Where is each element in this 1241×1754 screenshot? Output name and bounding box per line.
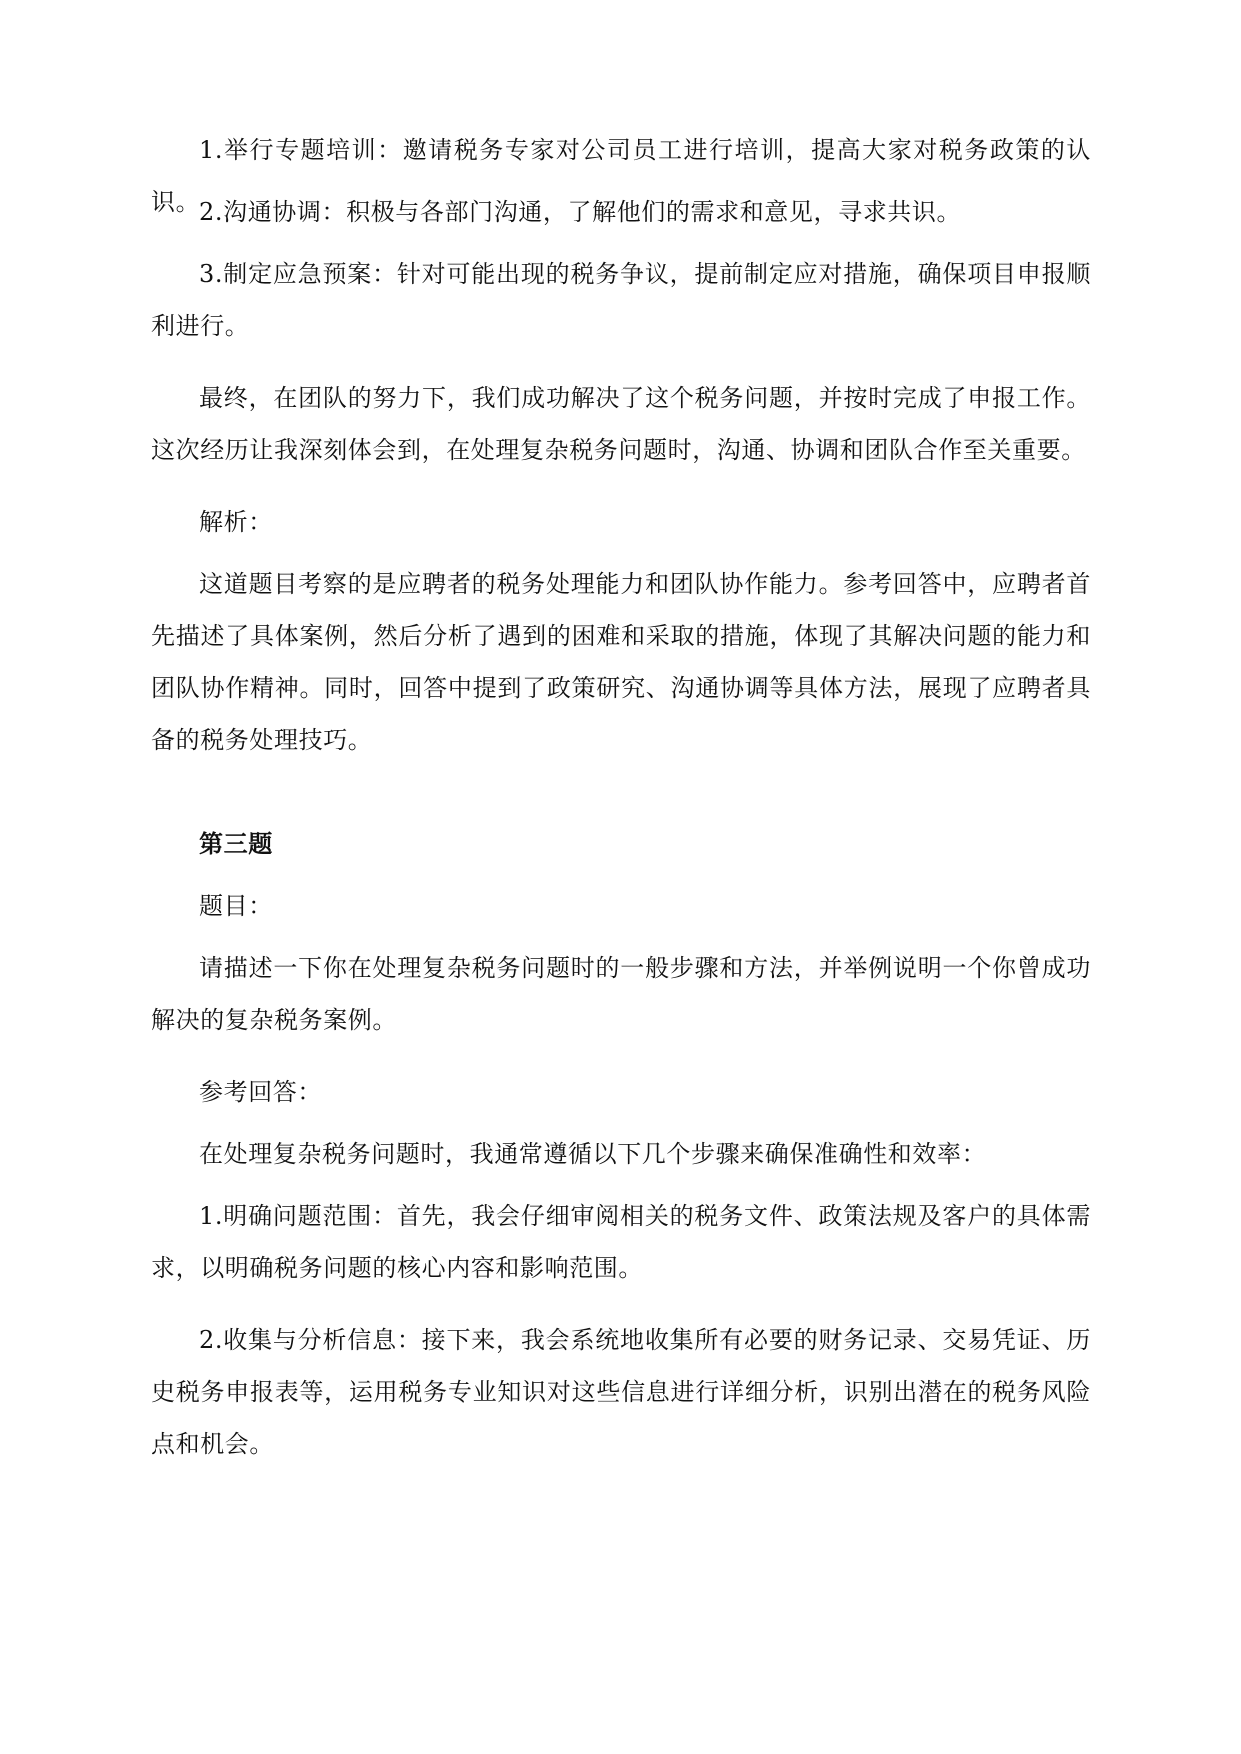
paragraph-item-2: 2.沟通协调：积极与各部门沟通，了解他们的需求和意见，寻求共识。: [199, 198, 962, 226]
answer-intro: 在处理复杂税务问题时，我通常遵循以下几个步骤来确保准确性和效率：: [199, 1140, 987, 1168]
section-heading: 第三题: [199, 830, 273, 858]
step-item-2: 2.收集与分析信息：接下来，我会系统地收集所有必要的财务记录、交易凭证、历史税务申报表等，运用税务专业知识对这些信息进行详细分析，识别出潜在的税务风险点和机会。: [151, 1326, 1091, 1458]
question-paragraph: 请描述一下你在处理复杂税务问题时的一般步骤和方法，并举例说明一个你曾成功解决的复杂税务案例。: [151, 954, 1091, 1034]
paragraph-item-3: 3.制定应急预案：针对可能出现的税务争议，提前制定应对措施，确保项目申报顺利进行。: [151, 260, 1091, 340]
analysis-paragraph: 这道题目考察的是应聘者的税务处理能力和团队协作能力。参考回答中，应聘者首先描述了具体案例，然后分析了遇到的困难和采取的措施，体现了其解决问题的能力和团队协作精神。同时，回答中提到了政策研究、沟通协调等具体方法，展现了应聘者具备的税务处理技巧。: [151, 570, 1091, 754]
paragraph-item-1: 1.举行专题培训：邀请税务专家对公司员工进行培训，提高大家对税务政策的认识。: [151, 136, 1091, 216]
paragraph-conclusion: 最终，在团队的努力下，我们成功解决了这个税务问题，并按时完成了申报工作。这次经历让我深刻体会到，在处理复杂税务问题时，沟通、协调和团队合作至关重要。: [151, 384, 1091, 464]
question-label: 题目：: [199, 892, 273, 920]
step-item-1: 1.明确问题范围：首先，我会仔细审阅相关的税务文件、政策法规及客户的具体需求，以明确税务问题的核心内容和影响范围。: [151, 1202, 1091, 1282]
analysis-label: 解析：: [199, 508, 273, 536]
answer-label: 参考回答：: [199, 1078, 322, 1106]
